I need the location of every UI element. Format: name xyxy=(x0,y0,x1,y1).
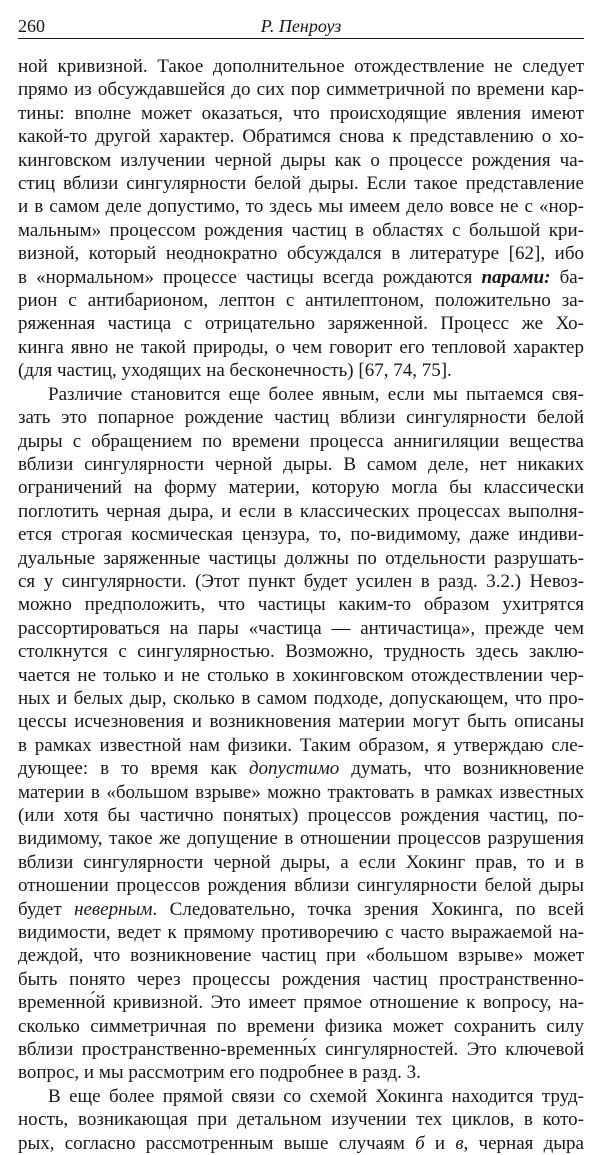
text-line: ряженная частица с отрицательно заряженной. Процесс же Хо- xyxy=(18,313,584,335)
text-line xyxy=(18,1132,584,1155)
text-segment: рых, согласно рассмотренным выше случаям xyxy=(18,1132,416,1154)
text-line: деждой, что возникновение частиц при «большом взрыве» может xyxy=(18,945,584,967)
paragraph-1 xyxy=(18,55,584,383)
text-line: рассортироваться на пары «частица — античастица», прежде чем xyxy=(18,617,584,639)
text-line: материи в «большом взрыве» можно трактовать в рамках известных xyxy=(18,781,584,803)
book-page xyxy=(18,10,584,1155)
text-line: рион с антибарионом, лептон с антилептоном, положительно за- xyxy=(18,290,584,312)
text-line: сколько симметричная по времени физика может сохранить силу xyxy=(18,1015,584,1037)
text-line: прямо из обсуждавшейся до сих пор симметричной по времени кар- xyxy=(18,79,584,101)
text-line: ется строгая космическая цензура, то, по-видимому, даже индиви- xyxy=(18,524,584,546)
text-line: В еще более прямой связи со схемой Хокинга находится труд- xyxy=(48,1085,584,1107)
paragraph-3 xyxy=(18,1085,584,1155)
text-line: цессы исчезновения и возникновения материи могут быть описаны xyxy=(18,711,584,733)
text-line: ся у сингулярности. (Этот пункт будет усилен в разд. 3.2.) Невоз- xyxy=(18,570,584,592)
text-line xyxy=(18,757,584,780)
text-line xyxy=(18,898,584,921)
text-segment: и xyxy=(424,1132,456,1154)
text-line: вблизи пространственно-временны́х сингулярностей. Это ключевой xyxy=(18,1039,584,1061)
emphasis-permissible: допустимо xyxy=(248,758,340,780)
text-segment: будет xyxy=(18,898,75,920)
text-segment: дующее: в то время как xyxy=(18,758,249,780)
text-line: чается не только и не столько в хокинговском отождествлении чер- xyxy=(18,664,584,686)
text-line: (или хотя бы частично понятых) процессов рождения частиц, по- xyxy=(18,805,584,826)
text-line: вопрос, и мы рассмотрим его подробнее в разд. 3. xyxy=(18,1062,421,1084)
running-head-author: Р. Пенроуз xyxy=(260,16,342,36)
text-line: столкнутся с сингулярностью. Возможно, трудность здесь заклю- xyxy=(18,641,584,663)
page-number: 260 xyxy=(18,16,45,36)
text-line: вблизи сингулярности черной дыры. В самом деле, нет никаких xyxy=(18,453,584,475)
text-line: кинговском излучении черной дыры как о процессе рождения ча- xyxy=(18,149,584,171)
body-text xyxy=(18,55,584,1155)
case-letter-v: в xyxy=(455,1132,464,1154)
text-line: ных и белых дыр, сколько в самом подходе, допускающем, что про- xyxy=(18,687,584,709)
text-segment: , черная дыра xyxy=(463,1132,584,1154)
text-line: Различие становится еще более явным, если мы пытаемся свя- xyxy=(48,383,584,405)
text-line: можно предположить, что частицы каким-то образом ухитрятся xyxy=(18,594,584,616)
text-line: какой-то другой характер. Обратимся снова к представлению о хо- xyxy=(18,126,584,148)
case-letter-b: б xyxy=(415,1132,425,1154)
text-segment: думать, что возникновение xyxy=(339,758,584,780)
text-line: дыры с обращением по времени процесса аннигиляции вещества xyxy=(18,430,584,452)
text-segment: в «нормальном» процессе частицы всегда рождаются xyxy=(18,266,482,288)
text-line: видимому, такое же допущение в отношении процессов разрушения xyxy=(18,828,584,850)
text-line: кинга явно не такой природы, о чем говорит его тепловой характер xyxy=(18,336,584,358)
text-line: отношении процессов рождения вблизи сингулярности белой дыры xyxy=(18,875,584,897)
text-line: и в самом деле допустимо, то здесь мы имеем дело вовсе не с «нор- xyxy=(18,196,584,218)
text-line: временно́й кривизной. Это имеет прямое отношение к вопросу, на- xyxy=(18,992,584,1014)
text-segment: ба- xyxy=(550,266,585,288)
text-line: зать это попарное рождение частиц вблизи сингулярности белой xyxy=(18,407,584,429)
text-line: быть понято через процессы рождения частиц пространственно- xyxy=(18,968,584,990)
text-line: ность, возникающая при детальном изучении тех циклов, в кото- xyxy=(18,1109,584,1131)
text-line: вблизи сингулярности черной дыры, а если Хокинг прав, то и в xyxy=(18,851,584,873)
text-line: тины: вполне может оказаться, что происходящие явления имеют xyxy=(18,102,584,124)
text-line: поглотить черная дыра, и если в классических процессах выполня- xyxy=(18,500,584,522)
text-line: ограничений на форму материи, которую могла бы классически xyxy=(18,477,584,499)
text-line: дуальные заряженные частицы должны по отдельности разрушать- xyxy=(18,547,584,569)
text-line: (для частиц, уходящих на бесконечность) [67, 74, 75]. xyxy=(18,360,452,382)
text-line: видимости, ведет к прямому противоречию с часто выражаемой на- xyxy=(18,922,584,944)
text-line: визной, который неоднократно обсуждался в литературе [62], ибо xyxy=(18,243,584,265)
paragraph-2 xyxy=(18,383,584,1085)
text-line: ной кривизной. Такое дополнительное отождествление не следует xyxy=(18,56,584,77)
emphasis-wrong: неверным xyxy=(74,898,153,920)
text-line: стиц вблизи сингулярности белой дыры. Если такое представление xyxy=(18,173,584,195)
text-line xyxy=(18,266,584,289)
text-line: в рамках известной нам физики. Таким образом, я утверждаю сле- xyxy=(18,734,584,756)
running-head xyxy=(18,10,584,39)
text-segment: . Следовательно, точка зрения Хокинга, по всей xyxy=(152,898,585,920)
emphasis-pairs: парами: xyxy=(481,266,551,288)
text-line: мальным» процессом рождения частиц в областях с большой кри- xyxy=(18,219,584,241)
